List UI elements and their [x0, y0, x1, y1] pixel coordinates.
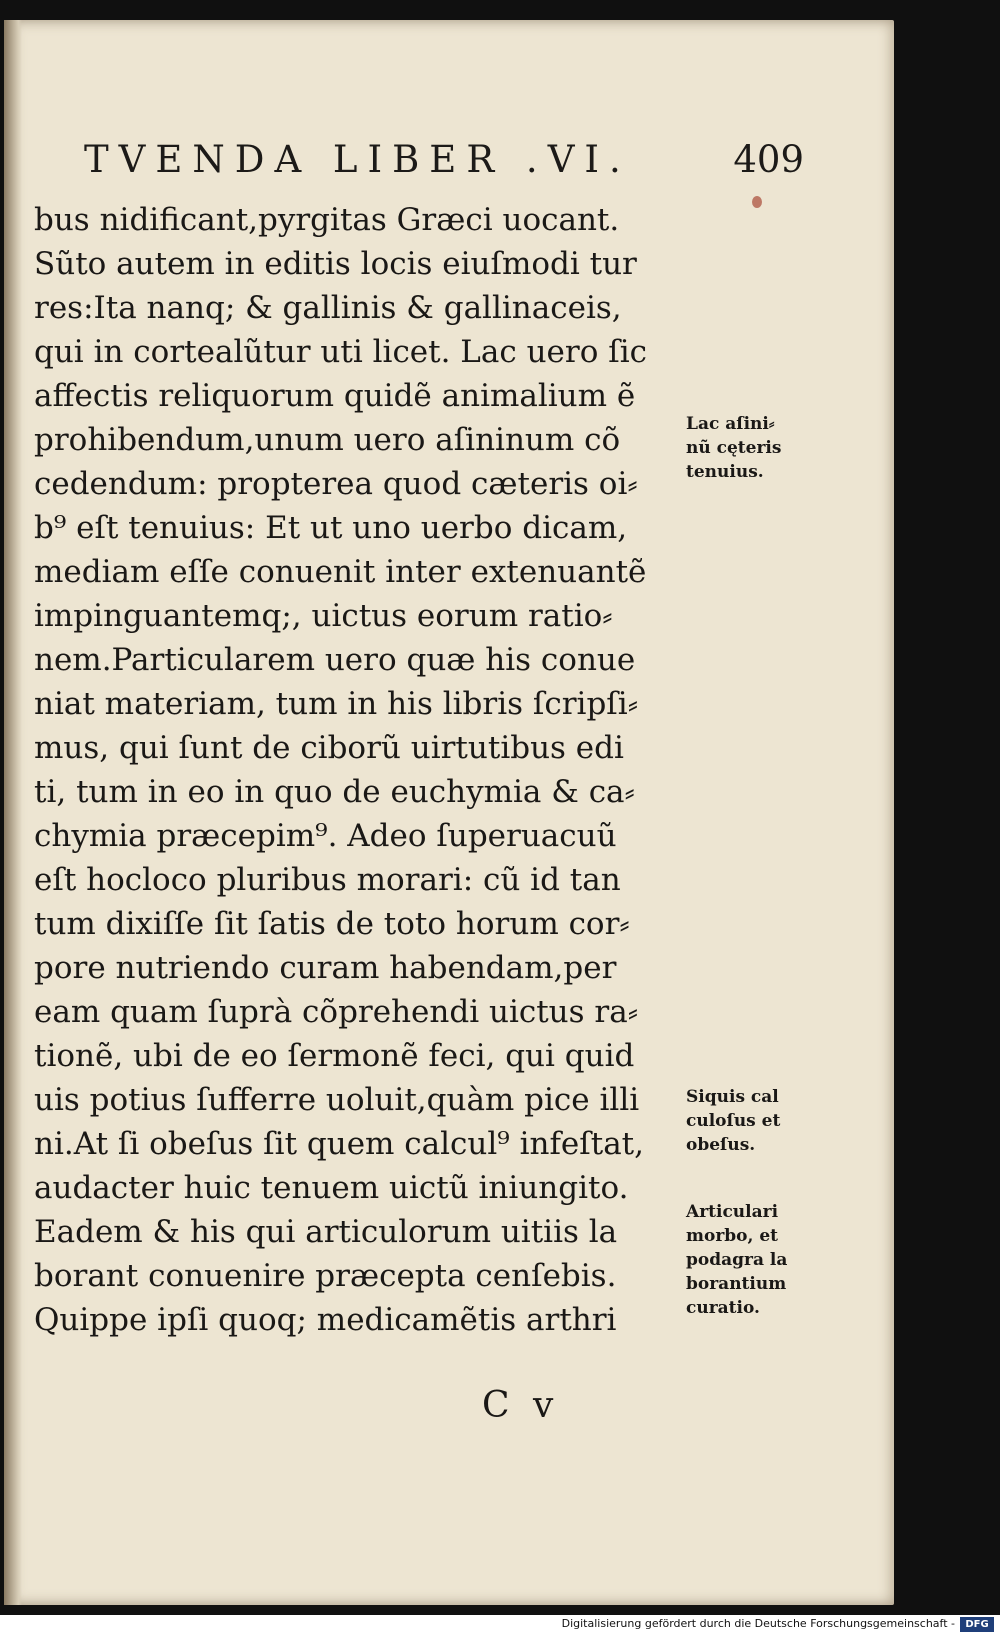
margin-note-line: curatio.	[686, 1298, 760, 1318]
text-line: bus nidificant,pyrgitas Græci uocant.	[34, 202, 620, 238]
signature-mark	[482, 1385, 622, 1435]
running-head: TVENDA LIBER .VI.	[84, 138, 631, 181]
margin-note-line: nũ cęteris	[686, 438, 782, 458]
text-line: mediam eſſe conuenit inter extenuantẽ	[34, 554, 647, 590]
margin-note-line: obeſus.	[686, 1135, 756, 1155]
margin-notes	[686, 20, 816, 1520]
margin-note-line: Articulari	[686, 1202, 779, 1222]
text-line: mus, qui ſunt de ciborũ uirtutibus edi	[34, 730, 624, 766]
text-line: nem.Particularem uero quæ his conue	[34, 642, 636, 678]
text-line: res:Ita nanq; & gallinis & gallinaceis,	[34, 290, 622, 326]
text-line: borant conuenire præcepta cenſebis.	[34, 1258, 617, 1294]
text-line: Sũto autem in editis locis eiuſmodi tur	[34, 246, 637, 282]
text-line: ti, tum in eo in quo de euchymia & ca⸗	[34, 774, 635, 810]
text-line: audacter huic tenuem uictũ iniungito.	[34, 1170, 629, 1206]
margin-note-line: Lac aſini⸗	[686, 414, 775, 434]
page-gutter-shadow	[4, 20, 22, 1605]
text-line: eſt hocloco pluribus morari: cũ id tan	[34, 862, 621, 898]
body-text	[34, 198, 684, 1342]
text-line: ni.At ſi obeſus ſit quem calcul⁹ infeſtat,	[34, 1126, 644, 1162]
text-line: b⁹ eſt tenuius: Et ut uno uerbo dicam,	[34, 510, 628, 546]
text-line: qui in cortealũtur uti licet. Lac uero ſic	[34, 334, 647, 370]
text-line: chymia præcepim⁹. Adeo ſuperuacuũ	[34, 818, 617, 854]
margin-note-line: podagra la	[686, 1250, 788, 1270]
text-line: tionẽ, ubi de eo ſermonẽ feci, qui quid	[34, 1038, 635, 1074]
signature-letters: C v	[482, 1385, 560, 1426]
page-number: 409	[733, 138, 804, 181]
margin-note-line: culoſus et	[686, 1111, 781, 1131]
margin-note-lac-asininum	[686, 412, 781, 484]
text-line: Quippe ipſi quoq; medicamẽtis arthri	[34, 1302, 617, 1338]
footer-bar	[0, 1615, 1000, 1635]
text-line: niat materiam, tum in his libris ſcripſi⸗	[34, 686, 639, 722]
text-line: cedendum: propterea quod cæteris oi⸗	[34, 466, 638, 502]
margin-note-line: borantium	[686, 1274, 787, 1294]
margin-note-articulari	[686, 1200, 787, 1320]
text-line: Eadem & his qui articulorum uitiis la	[34, 1214, 618, 1250]
margin-note-line: Siquis cal	[686, 1087, 779, 1107]
dfg-logo[interactable]: DFG	[960, 1617, 994, 1632]
text-line: pore nutriendo curam habendam,per	[34, 950, 617, 986]
book-page	[4, 20, 894, 1605]
margin-note-calculosus	[686, 1085, 780, 1157]
margin-note-line: tenuius.	[686, 462, 764, 482]
funding-credit: Digitalisierung gefördert durch die Deutsche Forschungsgemeinschaft -	[561, 1617, 955, 1630]
text-line: uis potius ſufferre uoluit,quàm pice illi	[34, 1082, 640, 1118]
margin-note-line: morbo, et	[686, 1226, 779, 1246]
text-line: affectis reliquorum quidẽ animalium ẽ	[34, 378, 636, 414]
text-line: eam quam ſuprà cõprehendi uictus ra⸗	[34, 994, 639, 1030]
text-line: impinguantemq;, uictus eorum ratio⸗	[34, 598, 613, 634]
text-line: prohibendum,unum uero aſininum cõ	[34, 422, 621, 458]
text-line: tum dixiſſe ſit ſatis de toto horum cor⸗	[34, 906, 630, 942]
